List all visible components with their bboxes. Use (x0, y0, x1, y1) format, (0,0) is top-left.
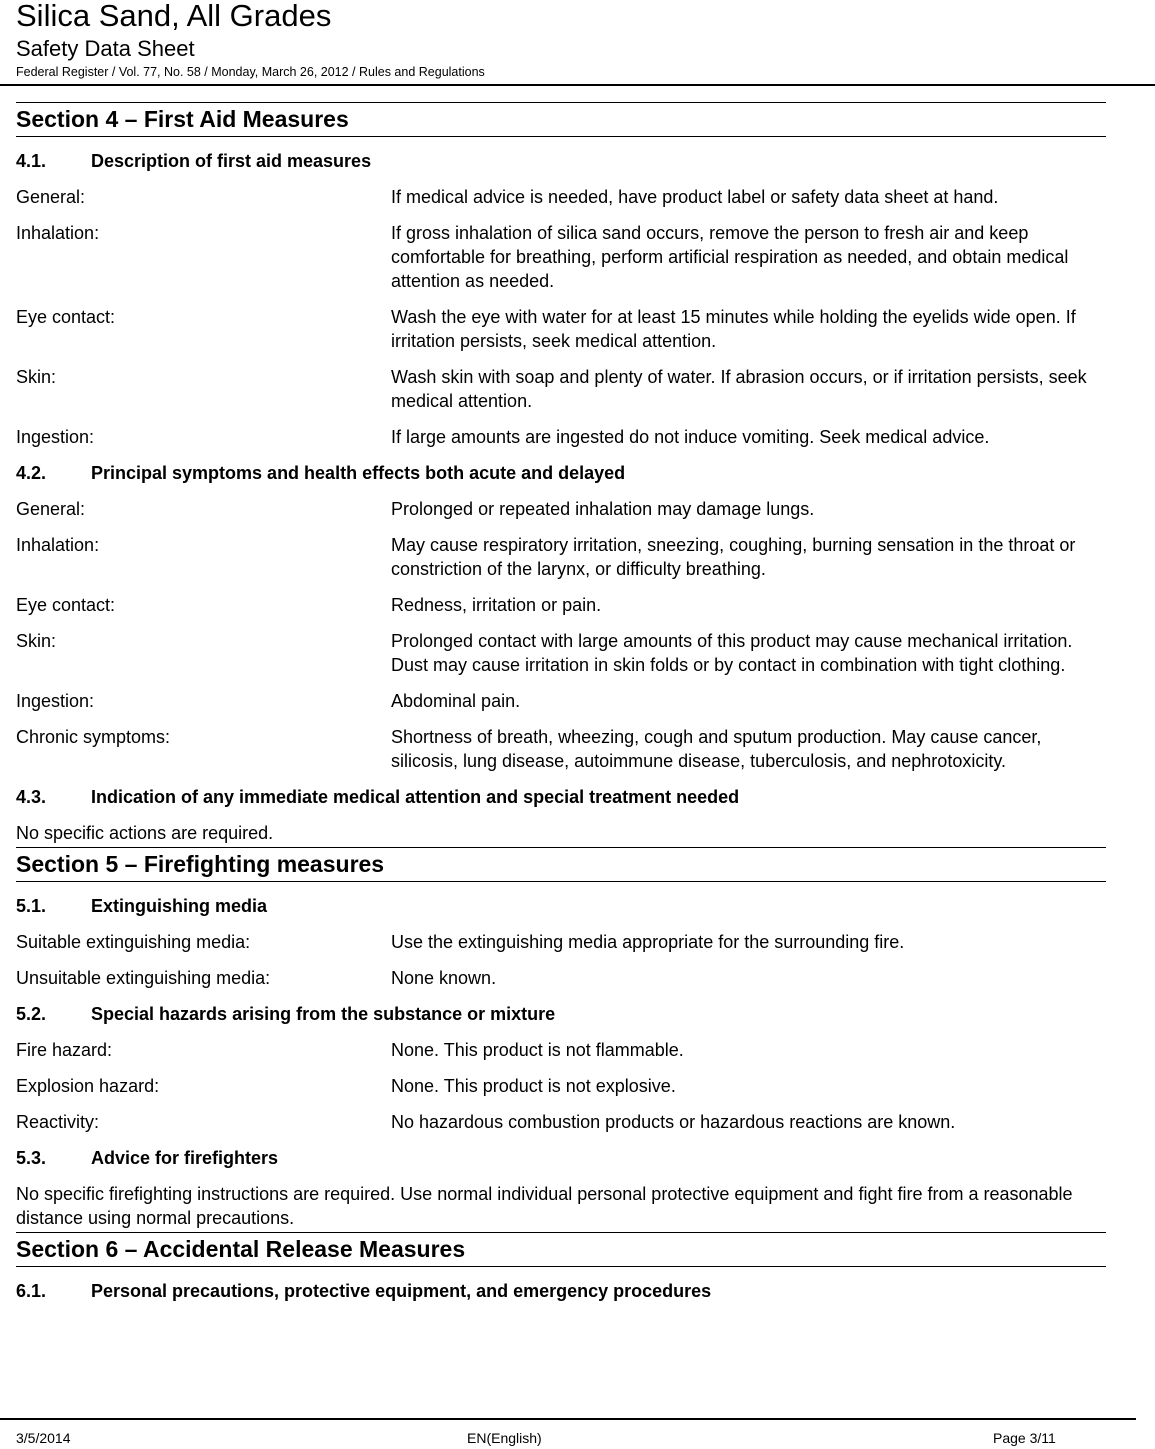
subsection-number: 4.2. (16, 463, 47, 483)
suitable-media-row (16, 930, 1106, 954)
document-header (16, 0, 485, 80)
document-body (16, 102, 1106, 1303)
section-6-heading: Section 6 – Accidental Release Measures (16, 1232, 1106, 1267)
row-label: Eye contact: (16, 595, 116, 615)
subsection-4-1-heading (16, 149, 1106, 173)
symptoms-general-row (16, 497, 1106, 521)
row-label: Skin: (16, 631, 57, 651)
first-aid-eye-contact-row (16, 305, 1106, 353)
row-value: Prolonged or repeated inhalation may damage lungs. (391, 499, 815, 519)
row-label: Suitable extinguishing media: (16, 932, 251, 952)
subsection-title: Indication of any immediate medical attention and special treatment needed (91, 787, 740, 807)
document-subtitle: Safety Data Sheet (16, 36, 195, 61)
subsection-title: Advice for firefighters (91, 1148, 279, 1168)
row-value: Wash the eye with water for at least 15 minutes while holding the eyelids wide open. If irritation persists, seek medical attention. (391, 307, 1076, 351)
subsection-title: Principal symptoms and health effects both acute and delayed (91, 463, 626, 483)
regulation-reference: Federal Register / Vol. 77, No. 58 / Monday, March 26, 2012 / Rules and Regulations (16, 65, 485, 79)
section-5-heading: Section 5 – Firefighting measures (16, 847, 1106, 882)
section-4-heading: Section 4 – First Aid Measures (16, 102, 1106, 137)
row-value: May cause respiratory irritation, sneezing, coughing, burning sensation in the throat or constriction of the larynx, or difficulty breathing. (391, 535, 1076, 579)
row-value: None. This product is not explosive. (391, 1076, 676, 1096)
row-label: Eye contact: (16, 307, 116, 327)
subsection-5-1-heading (16, 894, 1106, 918)
row-label: Inhalation: (16, 535, 100, 555)
subsection-number: 6.1. (16, 1281, 47, 1301)
row-value: If gross inhalation of silica sand occurs, remove the person to fresh air and keep comfortable for breathing, perform artificial respiration as needed, and obtain medical attention as needed. (391, 223, 1069, 291)
subsection-number: 5.2. (16, 1004, 47, 1024)
subsection-title: Special hazards arising from the substance or mixture (91, 1004, 556, 1024)
row-value: None. This product is not flammable. (391, 1040, 684, 1060)
subsection-5-3-text: No specific firefighting instructions are required. Use normal individual personal protective equipment and fight fire from a reasonable distance using normal precautions. (16, 1184, 1073, 1228)
header-divider (0, 84, 1155, 86)
subsection-number: 4.3. (16, 787, 47, 807)
row-value: Wash skin with soap and plenty of water. If abrasion occurs, or if irritation persists, seek medical attention. (391, 367, 1087, 411)
subsection-4-2-heading (16, 461, 1106, 485)
document-title: Silica Sand, All Grades (16, 0, 332, 33)
row-label: Fire hazard: (16, 1040, 113, 1060)
symptoms-chronic-row (16, 725, 1106, 773)
row-value: Abdominal pain. (391, 691, 521, 711)
subsection-4-3-text: No specific actions are required. (16, 823, 274, 843)
footer-divider (0, 1418, 1136, 1420)
row-value: No hazardous combustion products or hazardous reactions are known. (391, 1112, 956, 1132)
row-value: Prolonged contact with large amounts of this product may cause mechanical irritation. Dust may cause irritation in skin folds or by contact in combination with tight clothing. (391, 631, 1073, 675)
first-aid-skin-row (16, 365, 1106, 413)
subsection-number: 5.1. (16, 896, 47, 916)
footer-page-number: Page 3/11 (993, 1430, 1056, 1446)
footer-language: EN(English) (467, 1430, 542, 1446)
subsection-title: Extinguishing media (91, 896, 268, 916)
symptoms-skin-row (16, 629, 1106, 677)
unsuitable-media-row (16, 966, 1106, 990)
subsection-number: 4.1. (16, 151, 47, 171)
row-label: Chronic symptoms: (16, 727, 171, 747)
row-label: Ingestion: (16, 427, 95, 447)
fire-hazard-row (16, 1038, 1106, 1062)
subsection-title: Personal precautions, protective equipment, and emergency procedures (91, 1281, 712, 1301)
first-aid-inhalation-row (16, 221, 1106, 293)
row-value: Shortness of breath, wheezing, cough and sputum production. May cause cancer, silicosis, lung disease, autoimmune disease, tuberculosis, and nephrotoxicity. (391, 727, 1042, 771)
first-aid-general-row (16, 185, 1106, 209)
row-value: Redness, irritation or pain. (391, 595, 602, 615)
row-label: General: (16, 499, 86, 519)
footer-date: 3/5/2014 (16, 1430, 71, 1446)
symptoms-eye-contact-row (16, 593, 1106, 617)
row-label: General: (16, 187, 86, 207)
explosion-hazard-row (16, 1074, 1106, 1098)
first-aid-ingestion-row (16, 425, 1106, 449)
symptoms-inhalation-row (16, 533, 1106, 581)
subsection-6-1-heading (16, 1279, 1106, 1303)
subsection-4-3-heading (16, 785, 1106, 809)
subsection-number: 5.3. (16, 1148, 47, 1168)
row-label: Explosion hazard: (16, 1076, 160, 1096)
row-label: Inhalation: (16, 223, 100, 243)
row-label: Ingestion: (16, 691, 95, 711)
row-label: Unsuitable extinguishing media: (16, 968, 271, 988)
subsection-5-2-heading (16, 1002, 1106, 1026)
reactivity-row (16, 1110, 1106, 1134)
row-value: If large amounts are ingested do not induce vomiting. Seek medical advice. (391, 427, 990, 447)
symptoms-ingestion-row (16, 689, 1106, 713)
subsection-5-3-heading (16, 1146, 1106, 1170)
subsection-title: Description of first aid measures (91, 151, 372, 171)
row-value: Use the extinguishing media appropriate for the surrounding fire. (391, 932, 905, 952)
row-label: Reactivity: (16, 1112, 100, 1132)
row-value: None known. (391, 968, 497, 988)
row-label: Skin: (16, 367, 57, 387)
row-value: If medical advice is needed, have product label or safety data sheet at hand. (391, 187, 999, 207)
